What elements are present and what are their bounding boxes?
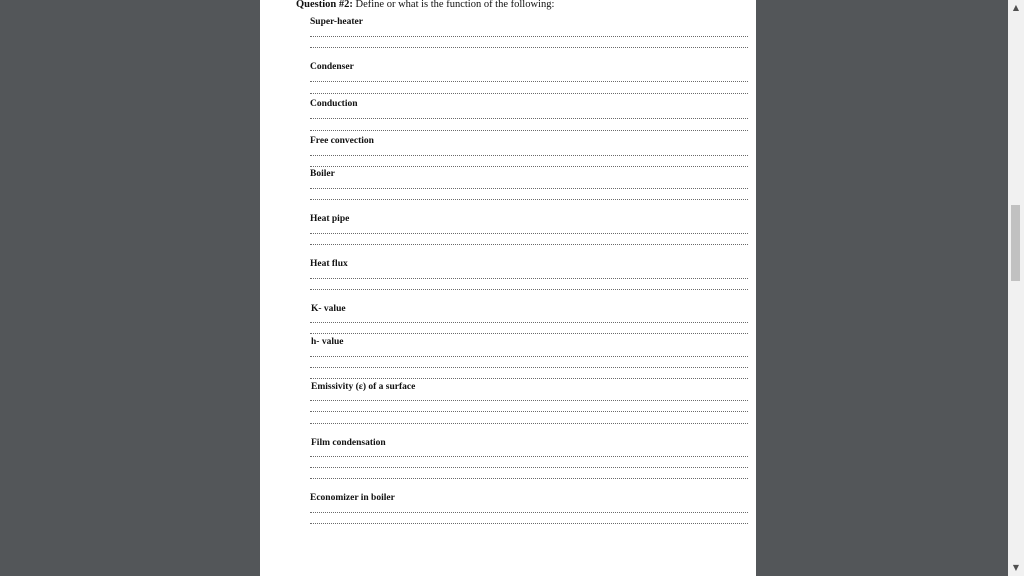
answer-line xyxy=(310,333,748,334)
answer-line xyxy=(310,47,748,48)
term-condenser: Condenser xyxy=(310,62,354,72)
answer-line xyxy=(310,188,748,189)
answer-line xyxy=(310,411,748,412)
term-film-condensation: Film condensation xyxy=(311,438,386,448)
answer-line xyxy=(310,523,748,524)
answer-line xyxy=(310,278,748,279)
term-heat-pipe: Heat pipe xyxy=(310,214,350,224)
question-heading xyxy=(296,0,554,10)
answer-line xyxy=(310,244,748,245)
term-emissivity: Emissivity (ε) of a surface xyxy=(311,382,416,392)
answer-line xyxy=(310,81,748,82)
answer-line xyxy=(310,166,748,167)
answer-line xyxy=(310,118,748,119)
document-page xyxy=(260,0,756,576)
answer-line xyxy=(310,155,748,156)
answer-line xyxy=(310,322,748,323)
term-boiler: Boiler xyxy=(310,169,335,179)
vertical-scrollbar[interactable] xyxy=(1008,0,1024,576)
question-number: Question #2: xyxy=(296,0,353,10)
term-free-convection: Free convection xyxy=(310,136,374,146)
term-conduction: Conduction xyxy=(310,99,358,109)
answer-line xyxy=(310,478,748,479)
scrollbar-thumb[interactable] xyxy=(1011,205,1020,281)
answer-line xyxy=(310,233,748,234)
answer-line xyxy=(310,423,748,424)
term-h-value: h- value xyxy=(311,337,344,347)
term-super-heater: Super-heater xyxy=(310,17,363,27)
term-k-value: K- value xyxy=(311,304,346,314)
term-heat-flux: Heat flux xyxy=(310,259,348,269)
answer-line xyxy=(310,378,748,379)
answer-line xyxy=(310,367,748,368)
arrow-up-icon[interactable]: ▲ xyxy=(1012,3,1020,12)
answer-line xyxy=(310,356,748,357)
answer-line xyxy=(310,199,748,200)
term-economizer-in-boiler: Economizer in boiler xyxy=(310,493,395,503)
answer-line xyxy=(310,456,748,457)
answer-line xyxy=(310,289,748,290)
answer-line xyxy=(310,467,748,468)
question-prompt: Define or what is the function of the following: xyxy=(355,0,555,10)
answer-line xyxy=(310,400,748,401)
arrow-down-icon[interactable]: ▼ xyxy=(1012,563,1020,572)
answer-line xyxy=(310,512,748,513)
answer-line xyxy=(310,130,748,131)
answer-line xyxy=(310,93,748,94)
answer-line xyxy=(310,36,748,37)
